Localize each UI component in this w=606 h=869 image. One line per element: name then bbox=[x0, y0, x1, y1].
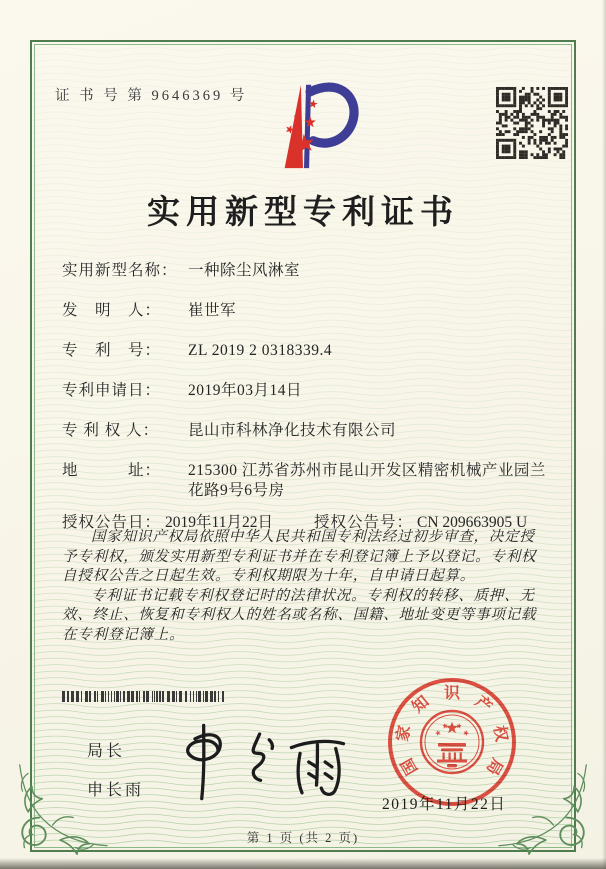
svg-text:局: 局 bbox=[482, 755, 506, 778]
logo-blue-p-bowl bbox=[310, 87, 354, 143]
field-label: 专利申请日： bbox=[62, 382, 162, 399]
field-value: 2019年11月22日 bbox=[165, 514, 273, 531]
national-emblem bbox=[421, 711, 483, 773]
svg-text:家: 家 bbox=[394, 724, 414, 743]
svg-text:识: 识 bbox=[443, 685, 461, 702]
seal-date: 2019年11月22日 bbox=[382, 796, 507, 813]
certificate-number: 证 书 号 第 9646369 号 bbox=[55, 88, 248, 104]
field-row-patent-name bbox=[62, 261, 548, 281]
field-value: 2019年03月14日 bbox=[188, 382, 303, 399]
svg-text:权: 权 bbox=[490, 724, 510, 743]
commissioner-title: 局长 bbox=[87, 743, 126, 760]
field-value: 215300 江苏省苏州市昆山开发区精密机械产业园兰花路9号6号房 bbox=[188, 462, 546, 499]
patent-fields bbox=[62, 261, 548, 553]
svg-text:知: 知 bbox=[409, 693, 433, 717]
field-value: 一种除尘风淋室 bbox=[188, 262, 301, 279]
field-label: 实用新型名称： bbox=[62, 262, 178, 279]
field-value: 昆山市科林净化技术有限公司 bbox=[188, 422, 397, 439]
scan-edge-shadow-bottom bbox=[0, 858, 606, 869]
field-row-inventor bbox=[62, 301, 548, 321]
field-label: 地 址： bbox=[62, 462, 162, 479]
field-value: 崔世军 bbox=[188, 302, 237, 319]
cnipa-logo-icon bbox=[248, 76, 360, 184]
field-value: CN 209663905 U bbox=[417, 514, 528, 531]
field-row-address bbox=[62, 461, 548, 501]
field-row-filing-date bbox=[62, 381, 548, 401]
page-footer: 第 1 页 (共 2 页) bbox=[246, 831, 360, 845]
field-value: ZL 2019 2 0318339.4 bbox=[188, 342, 333, 359]
field-label: 发 明 人： bbox=[62, 302, 162, 319]
legal-text bbox=[62, 528, 548, 645]
official-red-seal-icon bbox=[385, 675, 519, 809]
field-row-patent-number bbox=[62, 341, 548, 361]
svg-text:国: 国 bbox=[398, 755, 422, 778]
commissioner-name: 申长雨 bbox=[87, 782, 145, 799]
certificate-title: 实用新型专利证书 bbox=[147, 195, 459, 231]
svg-text:产: 产 bbox=[471, 693, 495, 717]
scan-edge-shadow-right bbox=[602, 0, 606, 869]
logo-red-nib bbox=[285, 85, 303, 168]
signature-icon bbox=[168, 712, 356, 812]
field-label: 专 利 权 人： bbox=[62, 422, 160, 439]
field-label: 授权公告日： bbox=[62, 514, 162, 531]
field-label: 专 利 号： bbox=[62, 342, 162, 359]
legal-paragraph-1: 国家知识产权局依照中华人民共和国专利法经过初步审查，决定授予专利权，颁发实用新型专利证书并在专利登记簿上予以登记。专利权自授权公告之日起生效。专利权期限为十年，自申请日起算。 bbox=[62, 529, 537, 584]
field-label: 授权公告号： bbox=[314, 514, 414, 531]
qr-code bbox=[496, 87, 568, 159]
field-row-patentee bbox=[62, 421, 548, 441]
legal-paragraph-2: 专利证书记载专利权登记时的法律状况。专利权的转移、质押、无效、终止、恢复和专利权人的姓名或名称、国籍、地址变更等事项记载在专利登记簿上。 bbox=[62, 587, 537, 643]
barcode bbox=[62, 691, 224, 702]
